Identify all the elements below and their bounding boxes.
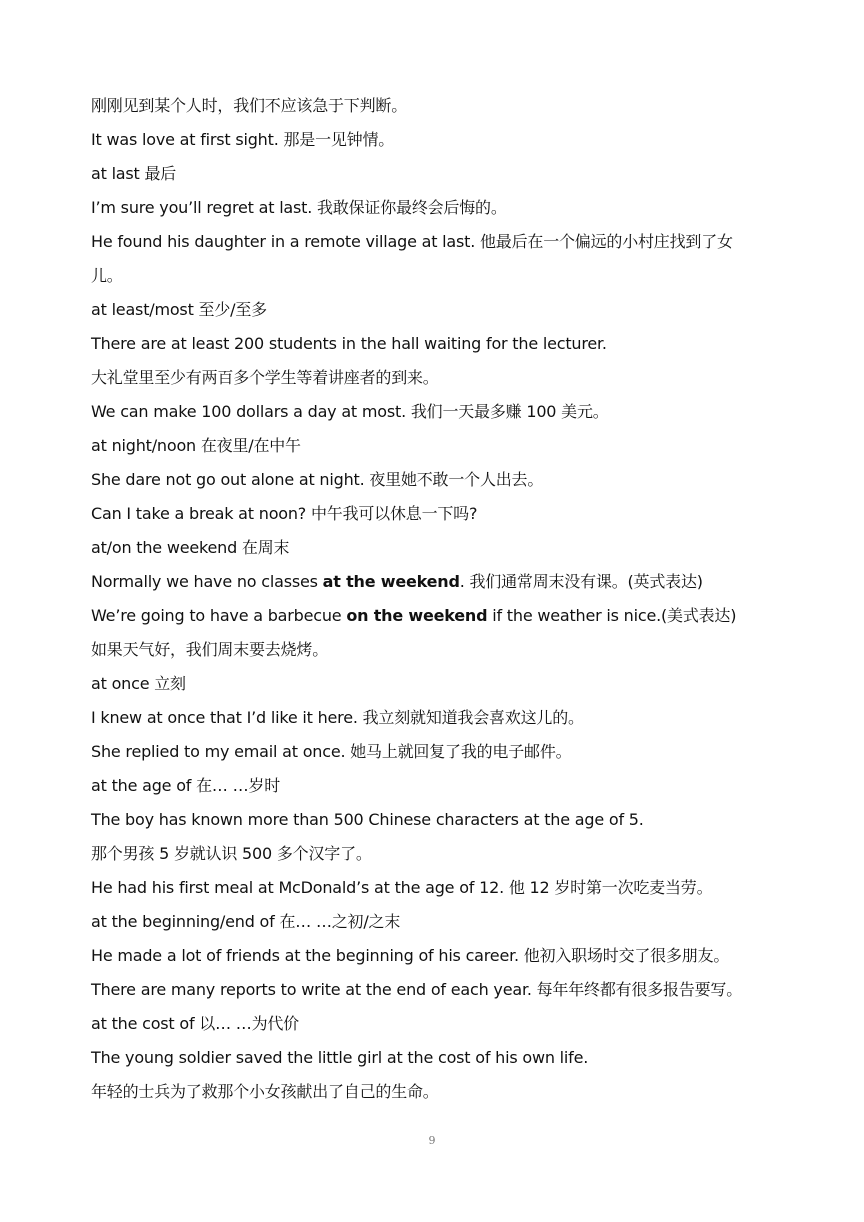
text-segment: There are many reports to write at the end of each year. 每年年终都有很多报告要写。 xyxy=(91,980,743,999)
bold-phrase: on the weekend xyxy=(346,606,488,625)
text-segment: at the age of 在… …岁时 xyxy=(91,776,280,795)
text-line xyxy=(91,157,791,191)
text-segment: He made a lot of friends at the beginning of his career. 他初入职场时交了很多朋友。 xyxy=(91,946,730,965)
text-segment: 年轻的士兵为了救那个小女孩献出了自己的生命。 xyxy=(91,1082,439,1101)
text-segment: Normally we have no classes xyxy=(91,572,323,591)
text-line xyxy=(91,599,791,633)
text-line xyxy=(91,735,791,769)
text-segment: We can make 100 dollars a day at most. 我们一天最多赚 100 美元。 xyxy=(91,402,609,421)
text-segment: She replied to my email at once. 她马上就回复了我的电子邮件。 xyxy=(91,742,572,761)
text-line xyxy=(91,769,791,803)
text-segment: She dare not go out alone at night. 夜里她不敢一个人出去。 xyxy=(91,470,544,489)
text-line xyxy=(91,667,791,701)
text-line xyxy=(91,701,791,735)
bold-phrase: at the weekend xyxy=(322,572,460,591)
text-line xyxy=(91,1041,791,1075)
text-line xyxy=(91,531,791,565)
text-segment: 儿。 xyxy=(91,266,123,285)
text-segment: at last 最后 xyxy=(91,164,177,183)
text-segment: at least/most 至少/至多 xyxy=(91,300,267,319)
text-segment: 大礼堂里至少有两百多个学生等着讲座者的到来。 xyxy=(91,368,439,387)
text-line xyxy=(91,123,791,157)
text-line xyxy=(91,327,791,361)
text-line xyxy=(91,633,791,667)
text-line xyxy=(91,293,791,327)
text-segment: at the cost of 以… …为代价 xyxy=(91,1014,299,1033)
text-segment: We’re going to have a barbecue xyxy=(91,606,347,625)
page-number: 9 xyxy=(428,1134,436,1147)
text-line xyxy=(91,497,791,531)
text-line xyxy=(91,565,791,599)
text-line xyxy=(91,259,791,293)
text-segment: There are at least 200 students in the hall waiting for the lecturer. xyxy=(91,334,607,353)
text-line xyxy=(91,905,791,939)
text-line xyxy=(91,803,791,837)
text-line xyxy=(91,429,791,463)
text-line xyxy=(91,89,791,123)
text-segment: at once 立刻 xyxy=(91,674,186,693)
text-line xyxy=(91,361,791,395)
text-segment: It was love at first sight. 那是一见钟情。 xyxy=(91,130,395,149)
text-segment: The young soldier saved the little girl at the cost of his own life. xyxy=(91,1048,589,1067)
text-segment: Can I take a break at noon? 中午我可以休息一下吗? xyxy=(91,504,478,523)
text-segment: 那个男孩 5 岁就认识 500 多个汉字了。 xyxy=(91,844,372,863)
text-segment: I’m sure you’ll regret at last. 我敢保证你最终会后悔的。 xyxy=(91,198,507,217)
text-segment: The boy has known more than 500 Chinese characters at the age of 5. xyxy=(91,810,644,829)
text-line xyxy=(91,939,791,973)
text-segment: at/on the weekend 在周末 xyxy=(91,538,290,557)
text-line xyxy=(91,225,791,259)
text-segment: 刚刚见到某个人时，我们不应该急于下判断。 xyxy=(91,96,408,115)
text-line xyxy=(91,871,791,905)
text-segment: at the beginning/end of 在… …之初/之末 xyxy=(91,912,401,931)
text-segment: . 我们通常周末没有课。(英式表达) xyxy=(459,572,703,591)
text-line xyxy=(91,463,791,497)
text-line xyxy=(91,973,791,1007)
text-line xyxy=(91,1075,791,1109)
text-line xyxy=(91,191,791,225)
page-content xyxy=(91,89,791,1109)
text-segment: He had his first meal at McDonald’s at the age of 12. 他 12 岁时第一次吃麦当劳。 xyxy=(91,878,713,897)
text-segment: if the weather is nice.(美式表达) xyxy=(487,606,737,625)
text-segment: at night/noon 在夜里/在中午 xyxy=(91,436,301,455)
text-line xyxy=(91,1007,791,1041)
text-line xyxy=(91,395,791,429)
text-line xyxy=(91,837,791,871)
text-segment: 如果天气好，我们周末要去烧烤。 xyxy=(91,640,329,659)
text-segment: I knew at once that I’d like it here. 我立刻就知道我会喜欢这儿的。 xyxy=(91,708,584,727)
text-segment: He found his daughter in a remote village at last. 他最后在一个偏远的小村庄找到了女 xyxy=(91,232,733,251)
